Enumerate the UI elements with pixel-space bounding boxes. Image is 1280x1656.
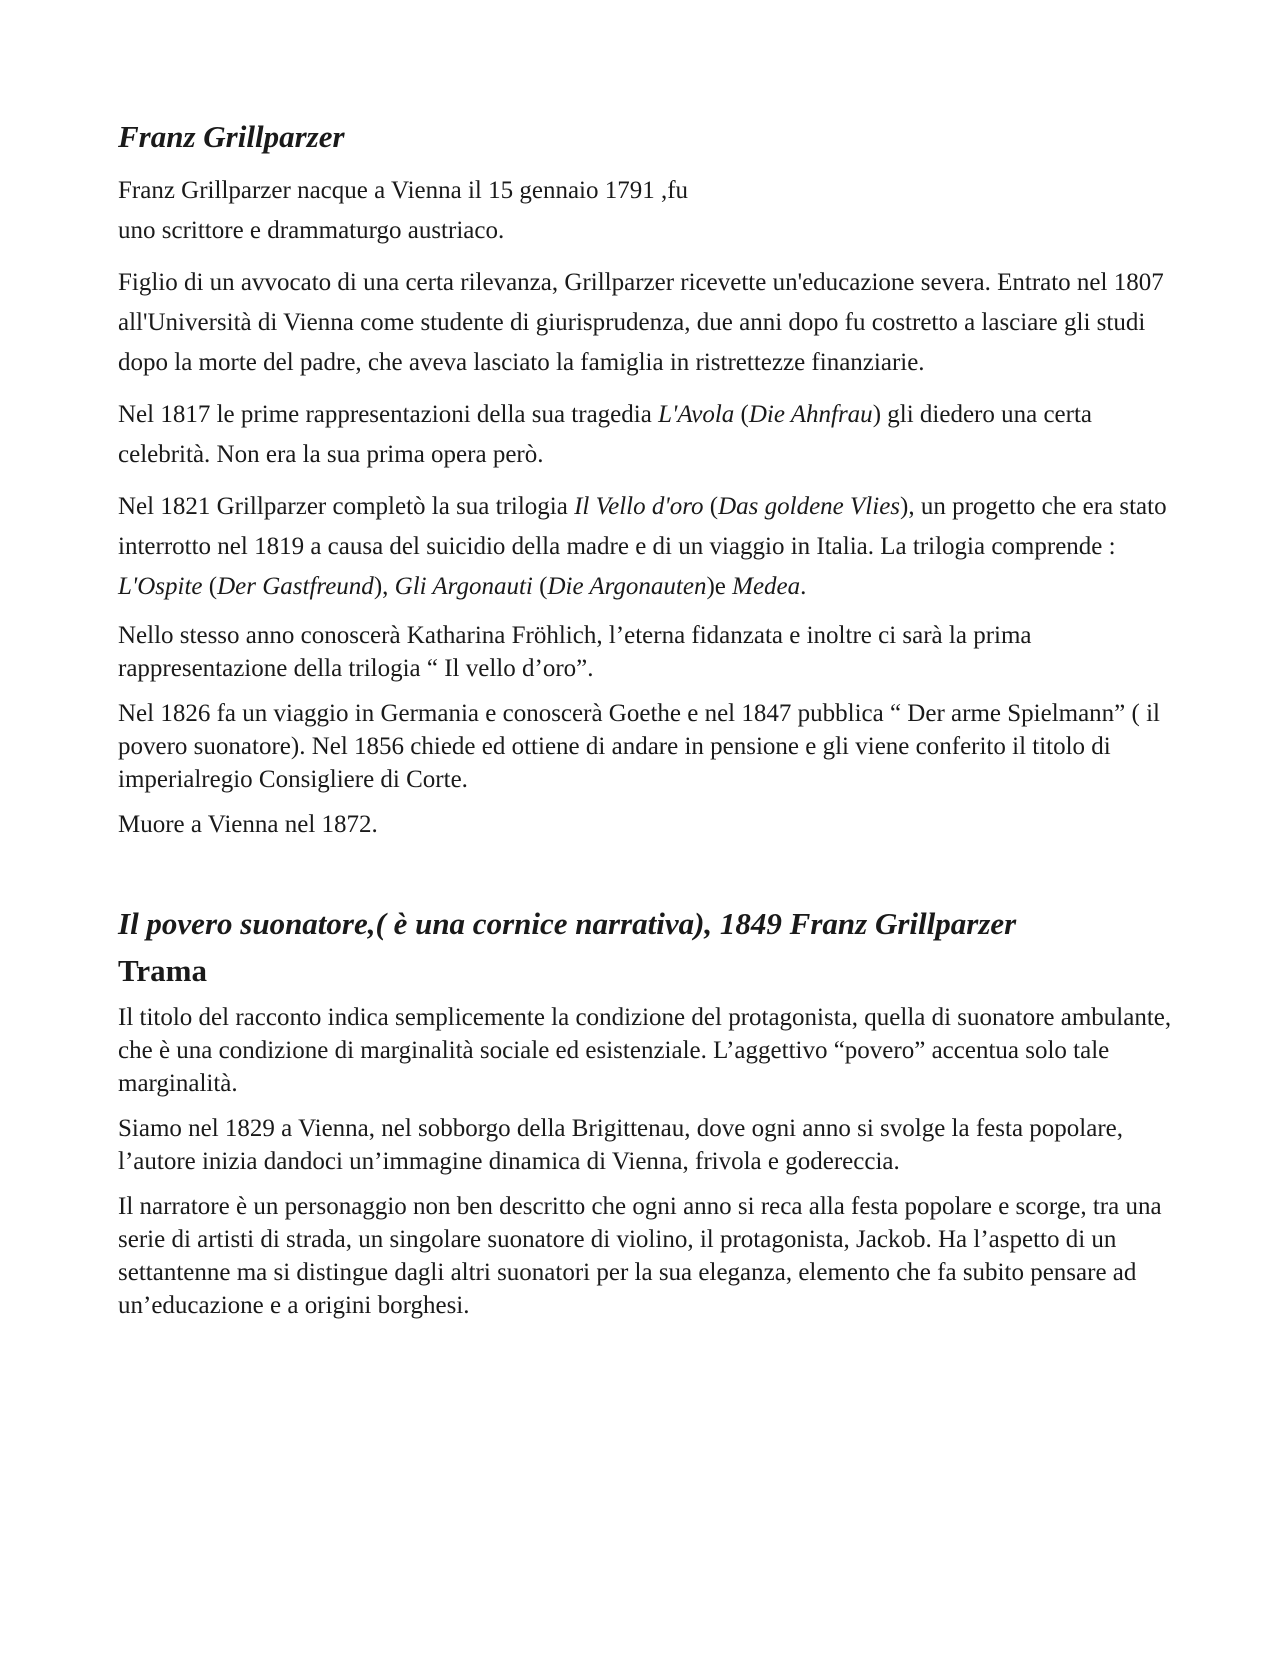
text-span: Nel 1821 Grillparzer completò la sua trilogia [118,492,575,520]
trama-paragraph-1: Il titolo del racconto indica semplicemente la condizione del protagonista, quella di suonatore ambulante, che è una condizione di marginalità sociale ed esistenziale. L’aggettivo “povero” accentua solo tale marginalità. [118,1003,1172,1097]
trilogy-part-1-original: Der Gastfreund [217,572,374,600]
text-span: ( [734,400,749,428]
work-original-title: Die Ahnfrau [748,400,873,428]
bio-paragraph-3 [118,395,1178,475]
bio-paragraph-5: Nello stesso anno conoscerà Katharina Fröhlich, l’eterna fidanzata e inoltre ci sarà la prima rappresentazione della trilogia “ Il vello d’oro”. [118,621,1032,682]
document-title: Franz Grillparzer [118,119,345,154]
text-span: Nel 1817 le prime rappresentazioni della sua tragedia [118,400,659,428]
trilogy-part-2: Gli Argonauti [394,572,533,600]
bio-paragraph-6: Nel 1826 fa un viaggio in Germania e conoscerà Goethe e nel 1847 pubblica “ Der arme Spielmann” ( il povero suonatore). Nel 1856 chiede ed ottiene di andare in pensione e gli viene conferito il titolo di imperialregio Consigliere di Corte. [118,699,1160,793]
work-title: L'Avola [658,400,735,428]
trilogy-part-1: L'Ospite [118,572,203,600]
trama-paragraph-2: Siamo nel 1829 a Vienna, nel sobborgo della Brigittenau, dove ogni anno si svolge la festa popolare, l’autore inizia dandoci un’immagine dinamica di Vienna, frivola e godereccia. [118,1114,1124,1175]
work-original-title: Das goldene Vlies [718,492,901,520]
bio-paragraph-1 [118,171,1178,251]
trama-paragraph-3: Il narratore è un personaggio non ben descritto che ogni anno si reca alla festa popolare e scorge, tra una serie di artisti di strada, un singolare suonatore di violino, il protagonista, Jackob. Ha l’aspetto di un settantenne ma si distingue dagli altri suonatori per la sua eleganza, elemento che fa subito pensare ad un’educazione e a origini borghesi. [118,1192,1162,1319]
text-span: ( [202,572,218,600]
bio-p1-line-2: uno scrittore e drammaturgo austriaco. [118,216,505,244]
bio-paragraph-7: Muore a Vienna nel 1872. [118,810,378,838]
text-span: ) gli diedero una certa celebrità. Non era la sua prima opera però. [118,400,1093,468]
text-span: . [800,572,807,600]
trilogy-part-2-original: Die Argonauten [547,572,707,600]
section-2-title: Il povero suonatore,( è una cornice narrativa), 1849 Franz Grillparzer [118,905,1017,941]
trilogy-part-3: Medea [732,572,801,600]
trama-heading: Trama [118,952,207,988]
section-spacer [118,853,1178,903]
bio-paragraph-2: Figlio di un avvocato di una certa rilevanza, Grillparzer ricevette un'educazione severa. Entrato nel 1807 all'Università di Vienna come studente di giurisprudenza, due anni dopo fu costretto a lasciare gli studi dopo la morte del padre, che aveva lasciato la famiglia in ristrettezze finanziarie. [118,268,1164,376]
text-span: ), un progetto che era stato interrotto nel 1819 a causa del suicidio della madre e di un viaggio in Italia. La trilogia comprende : [118,492,1167,560]
bio-p1-line-1: Franz Grillparzer nacque a Vienna il 15 gennaio 1791 ,fu [118,176,689,204]
text-span: ( [703,492,719,520]
bio-paragraph-4 [118,487,1178,607]
text-span: ), [373,572,395,600]
text-span: )e [706,572,733,600]
text-span: ( [532,572,548,600]
document-page [118,118,1178,1334]
work-title: Il Vello d'oro [574,492,704,520]
